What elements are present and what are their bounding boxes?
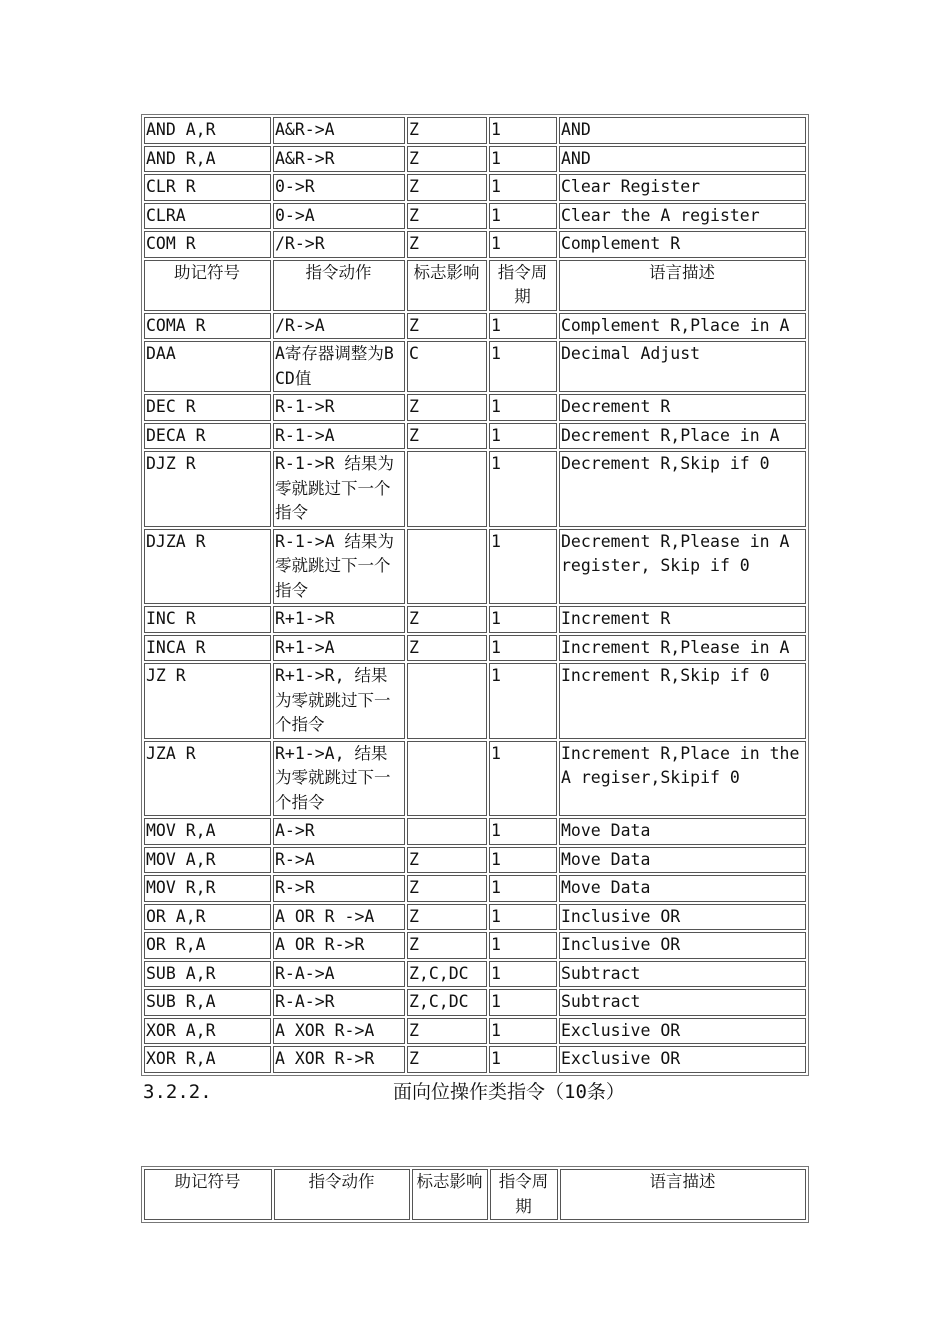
cell-description: Decrement R,Place in A [559, 423, 806, 450]
table-row [144, 1046, 806, 1073]
cell-description: AND [559, 146, 806, 173]
table-row [144, 961, 806, 988]
cell-description: Complement R [559, 231, 806, 258]
cell-mnemonic: COMA R [144, 313, 271, 340]
section-title: 面向位操作类指令（10条） [393, 1081, 625, 1103]
table-row [144, 904, 806, 931]
cell-flags: C [407, 341, 487, 392]
cell-flags: Z [407, 875, 487, 902]
header-cycles: 指令周期 [490, 1169, 558, 1220]
cell-action: R-A->R [273, 989, 405, 1016]
cell-cycles: 1 [489, 203, 557, 230]
cell-mnemonic: XOR A,R [144, 1018, 271, 1045]
table-row [144, 423, 806, 450]
cell-mnemonic: AND R,A [144, 146, 271, 173]
cell-cycles: 1 [489, 635, 557, 662]
table-header-row [144, 1169, 806, 1220]
cell-action: /R->R [273, 231, 405, 258]
cell-action: A XOR R->R [273, 1046, 405, 1073]
cell-cycles: 1 [489, 341, 557, 392]
table-row [144, 741, 806, 817]
cell-description: Inclusive OR [559, 904, 806, 931]
cell-mnemonic: JZA R [144, 741, 271, 817]
cell-action: 0->R [273, 174, 405, 201]
cell-action: A寄存器调整为BCD值 [273, 341, 405, 392]
cell-flags: Z [407, 174, 487, 201]
table-row [144, 231, 806, 258]
cell-description: Clear Register [559, 174, 806, 201]
cell-flags: Z [407, 847, 487, 874]
cell-mnemonic: DEC R [144, 394, 271, 421]
cell-action: R+1->R, 结果为零就跳过下一个指令 [273, 663, 405, 739]
header-mnemonic: 助记符号 [144, 1169, 272, 1220]
cell-cycles: 1 [489, 174, 557, 201]
cell-action: R-1->A [273, 423, 405, 450]
cell-mnemonic: COM R [144, 231, 271, 258]
cell-flags [407, 741, 487, 817]
cell-flags [407, 663, 487, 739]
cell-cycles: 1 [489, 1046, 557, 1073]
cell-flags: Z [407, 231, 487, 258]
cell-mnemonic: XOR R,A [144, 1046, 271, 1073]
section-number: 3.2.2. [143, 1081, 212, 1103]
table-header-row [144, 260, 806, 311]
cell-cycles: 1 [489, 423, 557, 450]
cell-description: Decrement R,Please in A register, Skip if 0 [559, 529, 806, 605]
table-row [144, 606, 806, 633]
header-mnemonic: 助记符号 [144, 260, 271, 311]
cell-cycles: 1 [489, 451, 557, 527]
cell-cycles: 1 [489, 313, 557, 340]
cell-description: Decimal Adjust [559, 341, 806, 392]
table-row [144, 875, 806, 902]
cell-action: A OR R ->A [273, 904, 405, 931]
cell-cycles: 1 [489, 989, 557, 1016]
header-action: 指令动作 [274, 1169, 410, 1220]
cell-flags: Z [407, 635, 487, 662]
cell-action: R->R [273, 875, 405, 902]
cell-action: R-A->A [273, 961, 405, 988]
cell-action: A->R [273, 818, 405, 845]
cell-cycles: 1 [489, 529, 557, 605]
cell-cycles: 1 [489, 875, 557, 902]
table-row [144, 174, 806, 201]
cell-action: R-1->R [273, 394, 405, 421]
cell-mnemonic: DJZA R [144, 529, 271, 605]
cell-mnemonic: DECA R [144, 423, 271, 450]
cell-description: Move Data [559, 875, 806, 902]
table-row [144, 146, 806, 173]
cell-action: R+1->A, 结果为零就跳过下一个指令 [273, 741, 405, 817]
cell-action: R-1->R 结果为零就跳过下一个指令 [273, 451, 405, 527]
table-row [144, 818, 806, 845]
cell-action: R+1->R [273, 606, 405, 633]
table-row [144, 847, 806, 874]
cell-action: R+1->A [273, 635, 405, 662]
cell-action: R-1->A 结果为零就跳过下一个指令 [273, 529, 405, 605]
cell-flags [407, 529, 487, 605]
cell-flags: Z [407, 423, 487, 450]
cell-mnemonic: SUB A,R [144, 961, 271, 988]
cell-mnemonic: SUB R,A [144, 989, 271, 1016]
header-description: 语言描述 [560, 1169, 806, 1220]
cell-mnemonic: INC R [144, 606, 271, 633]
cell-cycles: 1 [489, 663, 557, 739]
table-row [144, 1018, 806, 1045]
cell-mnemonic: DAA [144, 341, 271, 392]
cell-description: Increment R,Place in the A regiser,Skipif 0 [559, 741, 806, 817]
cell-cycles: 1 [489, 961, 557, 988]
cell-flags: Z,C,DC [407, 961, 487, 988]
table-row [144, 989, 806, 1016]
cell-description: Exclusive OR [559, 1046, 806, 1073]
cell-flags [407, 818, 487, 845]
cell-mnemonic: CLRA [144, 203, 271, 230]
cell-flags: Z [407, 932, 487, 959]
cell-description: Move Data [559, 818, 806, 845]
cell-flags: Z [407, 606, 487, 633]
cell-flags: Z [407, 394, 487, 421]
cell-mnemonic: DJZ R [144, 451, 271, 527]
cell-cycles: 1 [489, 847, 557, 874]
header-action: 指令动作 [273, 260, 405, 311]
cell-cycles: 1 [489, 741, 557, 817]
cell-flags: Z [407, 146, 487, 173]
cell-cycles: 1 [489, 394, 557, 421]
cell-mnemonic: INCA R [144, 635, 271, 662]
cell-flags: Z [407, 1046, 487, 1073]
cell-mnemonic: OR A,R [144, 904, 271, 931]
cell-description: Increment R,Skip if 0 [559, 663, 806, 739]
cell-flags: Z [407, 313, 487, 340]
cell-mnemonic: AND A,R [144, 117, 271, 144]
cell-description: Increment R,Please in A [559, 635, 806, 662]
cell-description: AND [559, 117, 806, 144]
cell-cycles: 1 [489, 932, 557, 959]
cell-mnemonic: JZ R [144, 663, 271, 739]
header-flags: 标志影响 [407, 260, 487, 311]
cell-description: Move Data [559, 847, 806, 874]
cell-description: Increment R [559, 606, 806, 633]
table-row [144, 663, 806, 739]
cell-action: A OR R->R [273, 932, 405, 959]
instruction-table [141, 114, 809, 1076]
cell-mnemonic: MOV R,R [144, 875, 271, 902]
cell-action: /R->A [273, 313, 405, 340]
header-description: 语言描述 [559, 260, 806, 311]
cell-flags: Z [407, 203, 487, 230]
cell-description: Subtract [559, 961, 806, 988]
cell-description: Exclusive OR [559, 1018, 806, 1045]
cell-cycles: 1 [489, 117, 557, 144]
table-row [144, 117, 806, 144]
table-row [144, 394, 806, 421]
cell-mnemonic: MOV A,R [144, 847, 271, 874]
cell-mnemonic: CLR R [144, 174, 271, 201]
cell-description: Inclusive OR [559, 932, 806, 959]
cell-description: Complement R,Place in A [559, 313, 806, 340]
table-row [144, 932, 806, 959]
table-row [144, 529, 806, 605]
cell-cycles: 1 [489, 231, 557, 258]
cell-action: A XOR R->A [273, 1018, 405, 1045]
cell-cycles: 1 [489, 818, 557, 845]
cell-action: R->A [273, 847, 405, 874]
table-row [144, 635, 806, 662]
table-row [144, 203, 806, 230]
cell-flags: Z [407, 117, 487, 144]
cell-description: Decrement R [559, 394, 806, 421]
bit-instruction-table [141, 1166, 809, 1223]
cell-flags: Z [407, 1018, 487, 1045]
cell-mnemonic: MOV R,A [144, 818, 271, 845]
cell-cycles: 1 [489, 1018, 557, 1045]
cell-flags: Z,C,DC [407, 989, 487, 1016]
cell-mnemonic: OR R,A [144, 932, 271, 959]
cell-action: A&R->R [273, 146, 405, 173]
cell-cycles: 1 [489, 904, 557, 931]
cell-description: Decrement R,Skip if 0 [559, 451, 806, 527]
cell-description: Clear the A register [559, 203, 806, 230]
cell-action: 0->A [273, 203, 405, 230]
header-flags: 标志影响 [412, 1169, 488, 1220]
cell-flags [407, 451, 487, 527]
cell-cycles: 1 [489, 606, 557, 633]
table-row [144, 313, 806, 340]
cell-action: A&R->A [273, 117, 405, 144]
cell-cycles: 1 [489, 146, 557, 173]
table-row [144, 341, 806, 392]
cell-flags: Z [407, 904, 487, 931]
cell-description: Subtract [559, 989, 806, 1016]
table-row [144, 451, 806, 527]
header-cycles: 指令周期 [489, 260, 557, 311]
